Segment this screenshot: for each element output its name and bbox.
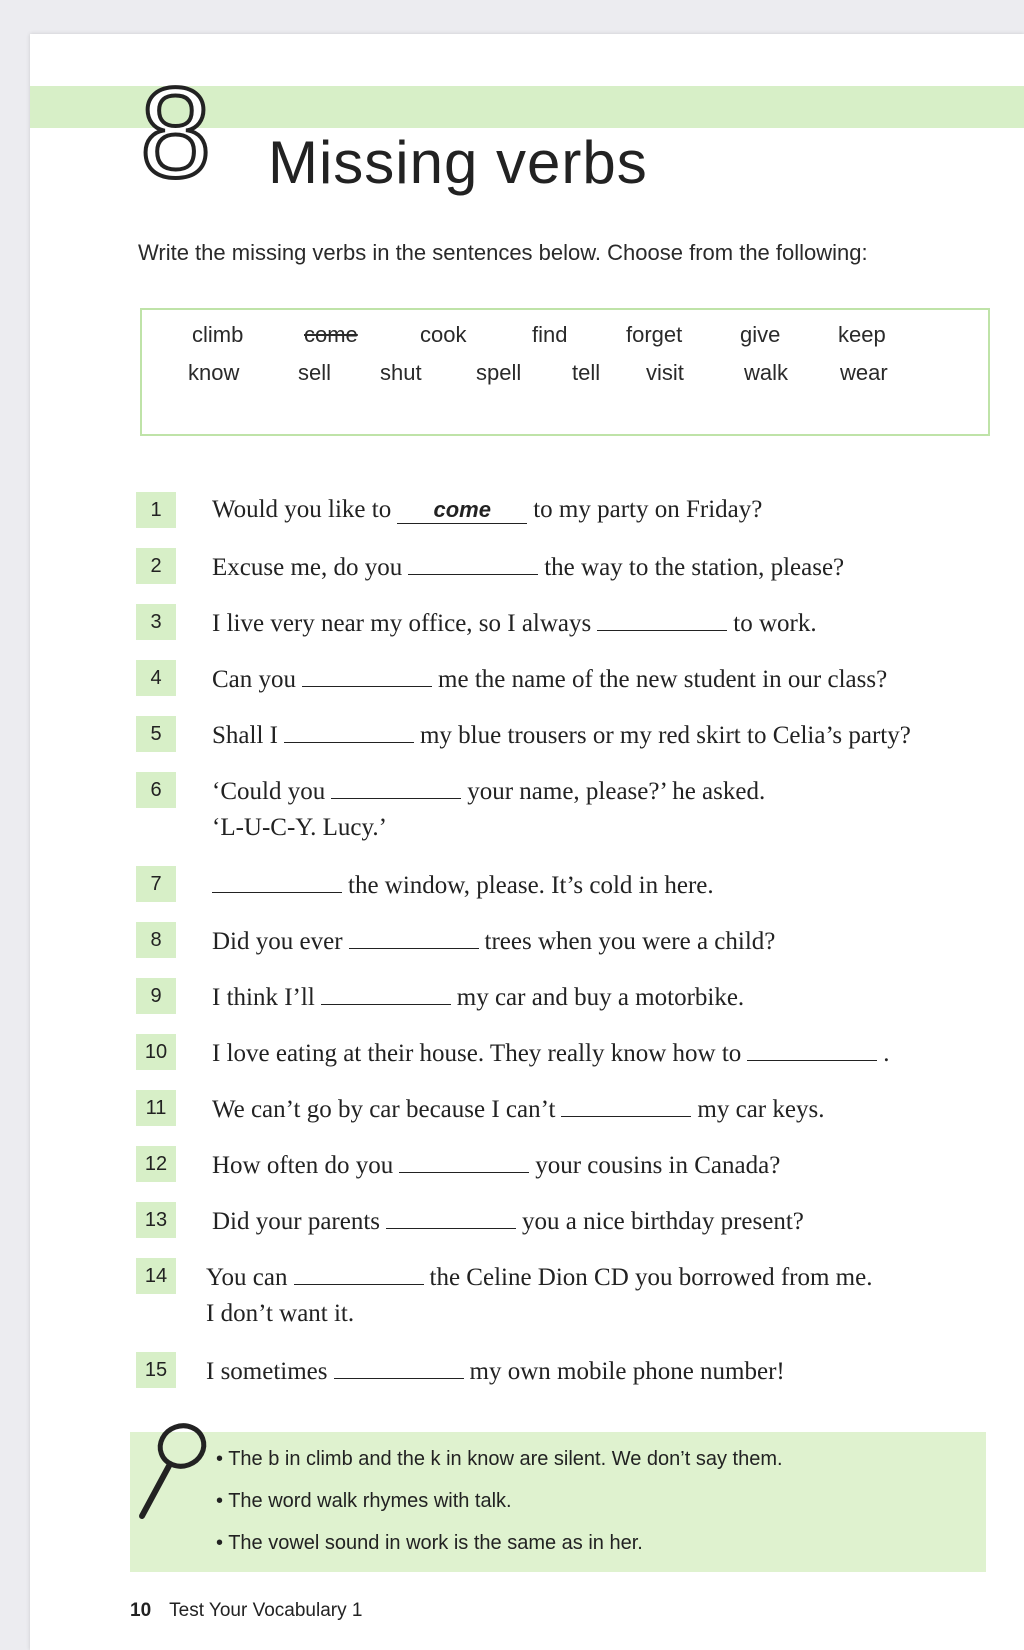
question-8	[212, 926, 775, 956]
question-text-after: to my party on Friday?	[533, 496, 763, 523]
question-5	[212, 720, 911, 750]
question-text-before: How often do you	[212, 1152, 394, 1179]
word-bank-item: sell	[298, 360, 332, 385]
question-number: 2	[136, 548, 176, 584]
question-text-after: the Celine Dion CD you borrowed from me.	[429, 1264, 873, 1291]
word-bank-item: keep	[838, 322, 886, 347]
question-number: 12	[136, 1146, 176, 1182]
question-text-before: We can’t go by car because I can’t	[212, 1096, 556, 1123]
word-bank-item: cook	[420, 322, 467, 347]
question-text-after: you a nice birthday present?	[522, 1208, 804, 1235]
word-bank-item: walk	[744, 360, 789, 385]
question-12	[212, 1150, 780, 1180]
question-number: 9	[136, 978, 176, 1014]
question-text-before: Would you like to	[212, 496, 392, 523]
question-6	[212, 776, 765, 806]
question-text-after: the way to the station, please?	[544, 554, 845, 581]
answer-blank[interactable]: come	[397, 501, 527, 524]
question-text-after: my car keys.	[697, 1096, 825, 1123]
word-bank-item: visit	[646, 360, 684, 385]
question-number: 14	[136, 1258, 176, 1294]
question-text-before: You can	[206, 1264, 288, 1291]
question-number: 4	[136, 660, 176, 696]
word-bank-item: spell	[476, 360, 522, 385]
question-10	[212, 1038, 890, 1068]
answer-blank[interactable]	[597, 608, 727, 631]
answer-blank[interactable]	[561, 1094, 691, 1117]
question-text-before: ‘Could you	[212, 778, 326, 805]
question-number: 15	[136, 1352, 176, 1388]
tip-item: • The b in climb and the k in know are silent. We don’t say them.	[216, 1448, 783, 1470]
question-number: 7	[136, 866, 176, 902]
question-text-before: Did your parents	[212, 1208, 381, 1235]
question-4	[212, 664, 887, 694]
question-13	[212, 1206, 804, 1236]
question-text-after: your name, please?’ he asked.	[467, 778, 766, 805]
question-number: 5	[136, 716, 176, 752]
question-text-before: Excuse me, do you	[212, 554, 403, 581]
question-7	[212, 870, 714, 900]
question-number: 11	[136, 1090, 176, 1126]
word-bank-item: wear	[840, 360, 888, 385]
tip-item: • The word walk rhymes with talk.	[216, 1490, 512, 1512]
chapter-number: 8	[140, 62, 212, 205]
answer-blank[interactable]	[334, 1356, 464, 1379]
question-14	[206, 1262, 872, 1292]
word-bank	[140, 308, 990, 436]
word-bank-item: shut	[380, 360, 422, 385]
question-text-before: Can you	[212, 666, 297, 693]
question-11	[212, 1094, 824, 1124]
answer-blank[interactable]	[331, 776, 461, 799]
word-bank-item-crossed: come	[304, 322, 358, 347]
question-text-after: the window, please. It’s cold in here.	[348, 872, 714, 899]
question-text-after: my blue trousers or my red skirt to Celia’s party?	[419, 722, 911, 749]
answer-blank[interactable]	[284, 720, 414, 743]
question-text-before: I sometimes	[206, 1358, 328, 1385]
answer-blank[interactable]	[212, 870, 342, 893]
answer-blank[interactable]	[294, 1262, 424, 1285]
answer-blank[interactable]	[302, 664, 432, 687]
answer-blank[interactable]	[399, 1150, 529, 1173]
book-title: Test Your Vocabulary 1	[169, 1600, 363, 1621]
question-number: 13	[136, 1202, 176, 1238]
question-14-line-2: I don’t want it.	[206, 1300, 355, 1327]
question-text-before: I think I’ll	[212, 984, 315, 1011]
question-text-after: my own mobile phone number!	[469, 1358, 785, 1385]
word-bank-item: tell	[572, 360, 601, 385]
answer-blank[interactable]	[747, 1038, 877, 1061]
question-9	[212, 982, 744, 1012]
answer-blank[interactable]	[321, 982, 451, 1005]
tip-item: • The vowel sound in work is the same as in her.	[216, 1532, 643, 1554]
page-title: Missing verbs	[268, 129, 648, 196]
word-bank-item: find	[532, 322, 568, 347]
page-footer	[130, 1600, 362, 1622]
answer-blank[interactable]	[386, 1206, 516, 1229]
question-text-after: my car and buy a motorbike.	[456, 984, 745, 1011]
word-bank-item: forget	[626, 322, 683, 347]
question-text-before: Shall I	[212, 722, 278, 749]
worksheet-page	[30, 34, 1024, 1650]
question-text-before: I live very near my office, so I always	[212, 610, 592, 637]
question-6-line-2: ‘L-U-C-Y. Lucy.’	[212, 814, 387, 841]
question-2	[212, 552, 844, 582]
question-text-after: your cousins in Canada?	[535, 1152, 781, 1179]
answer-blank[interactable]	[349, 926, 479, 949]
question-text-after: to work.	[733, 610, 817, 637]
question-3	[212, 608, 817, 638]
word-bank-item: give	[740, 322, 781, 347]
question-number: 6	[136, 772, 176, 808]
question-1	[212, 496, 762, 524]
magnifier-icon	[134, 1416, 214, 1526]
question-number: 3	[136, 604, 176, 640]
page-number: 10	[130, 1600, 152, 1621]
question-text-before: I love eating at their house. They really know how to	[212, 1040, 742, 1067]
question-text-after: me the name of the new student in our class?	[438, 666, 888, 693]
question-text-before: Did you ever	[212, 928, 343, 955]
word-bank-item: climb	[192, 322, 244, 347]
question-number: 1	[136, 492, 176, 528]
instructions-text: Write the missing verbs in the sentences below. Choose from the following:	[138, 240, 868, 265]
question-text-after: .	[883, 1040, 890, 1067]
question-15	[206, 1356, 785, 1386]
question-number: 10	[136, 1034, 176, 1070]
answer-blank[interactable]	[408, 552, 538, 575]
word-bank-item: know	[188, 360, 240, 385]
question-number: 8	[136, 922, 176, 958]
question-text-after: trees when you were a child?	[484, 928, 776, 955]
